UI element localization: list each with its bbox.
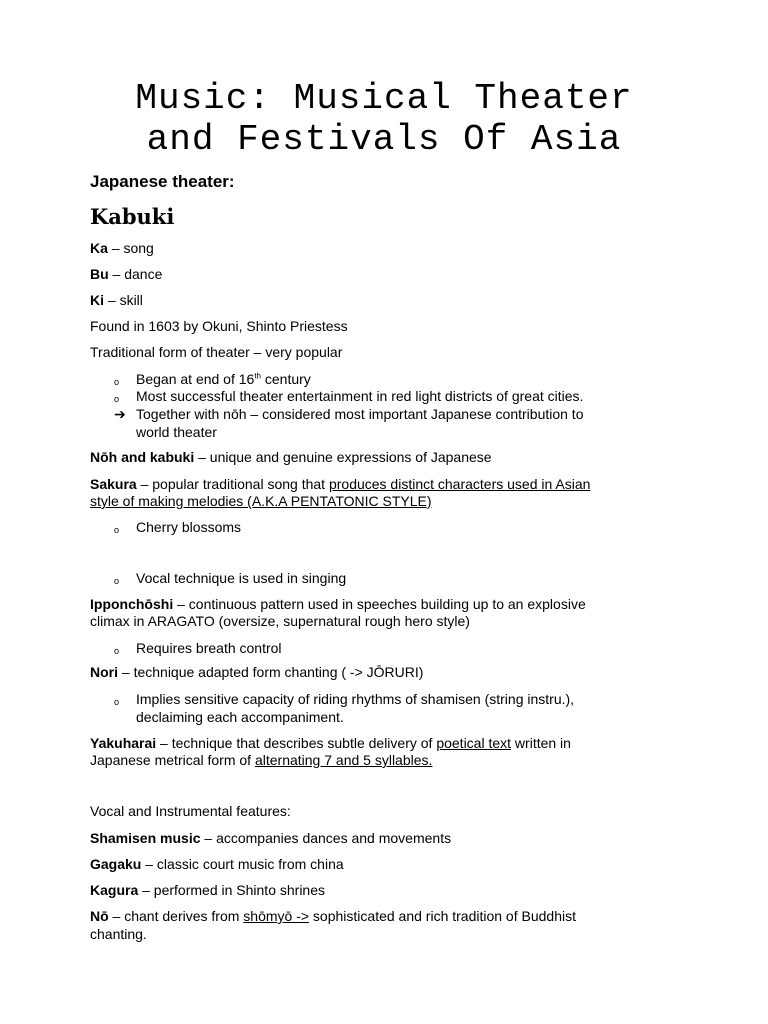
term-ipponchoshi-line2: climax in ARAGATO (oversize, supernatural rough hero style) bbox=[90, 613, 470, 629]
term-noh-kabuki: Nōh and kabuki – unique and genuine expressions of Japanese bbox=[90, 449, 492, 465]
term-ka: Ka – song bbox=[90, 240, 154, 256]
traditional-line: Traditional form of theater – very popular bbox=[90, 344, 343, 360]
term-sakura-line2: style of making melodies (A.K.A PENTATONIC STYLE) bbox=[90, 493, 432, 509]
term-ki: Ki – skill bbox=[90, 292, 143, 308]
bullet-marker: o bbox=[114, 525, 120, 535]
term-sakura: Sakura – popular traditional song that produces distinct characters used in Asian bbox=[90, 476, 591, 492]
term-nori: Nori – technique adapted form chanting ( -> JŌRURI) bbox=[90, 664, 424, 680]
term-ipponchoshi: Ipponchōshi – continuous pattern used in speeches building up to an explosive bbox=[90, 596, 586, 612]
title-line-1: Music: Musical Theater bbox=[135, 78, 633, 119]
term-bu: Bu – dance bbox=[90, 266, 163, 282]
vocal-instrumental-heading: Vocal and Instrumental features: bbox=[90, 803, 291, 819]
page-title bbox=[0, 78, 768, 160]
bullet-marker: o bbox=[114, 576, 120, 586]
section-heading: Japanese theater: bbox=[90, 172, 235, 191]
bullet-marker: o bbox=[114, 646, 120, 656]
bullet-marker: o bbox=[114, 394, 120, 404]
term-gagaku: Gagaku – classic court music from china bbox=[90, 856, 344, 872]
arrow-icon: ➔ bbox=[114, 406, 126, 422]
subheading-kabuki: Kabuki bbox=[90, 204, 175, 229]
term-kagura: Kagura – performed in Shinto shrines bbox=[90, 882, 325, 898]
bullet-marker: o bbox=[114, 377, 120, 387]
term-no: Nō – chant derives from shōmyō -> sophisticated and rich tradition of Buddhist bbox=[90, 908, 576, 924]
found-line: Found in 1603 by Okuni, Shinto Priestess bbox=[90, 318, 348, 334]
term-shamisen: Shamisen music – accompanies dances and movements bbox=[90, 830, 452, 846]
title-line-2: and Festivals Of Asia bbox=[146, 119, 622, 160]
term-no-line2: chanting. bbox=[90, 926, 147, 942]
term-yakuharai-line2: Japanese metrical form of alternating 7 and 5 syllables. bbox=[90, 752, 433, 768]
term-yakuharai: Yakuharai – technique that describes subtle delivery of poetical text written in bbox=[90, 735, 571, 751]
bullet-marker: o bbox=[114, 697, 120, 707]
